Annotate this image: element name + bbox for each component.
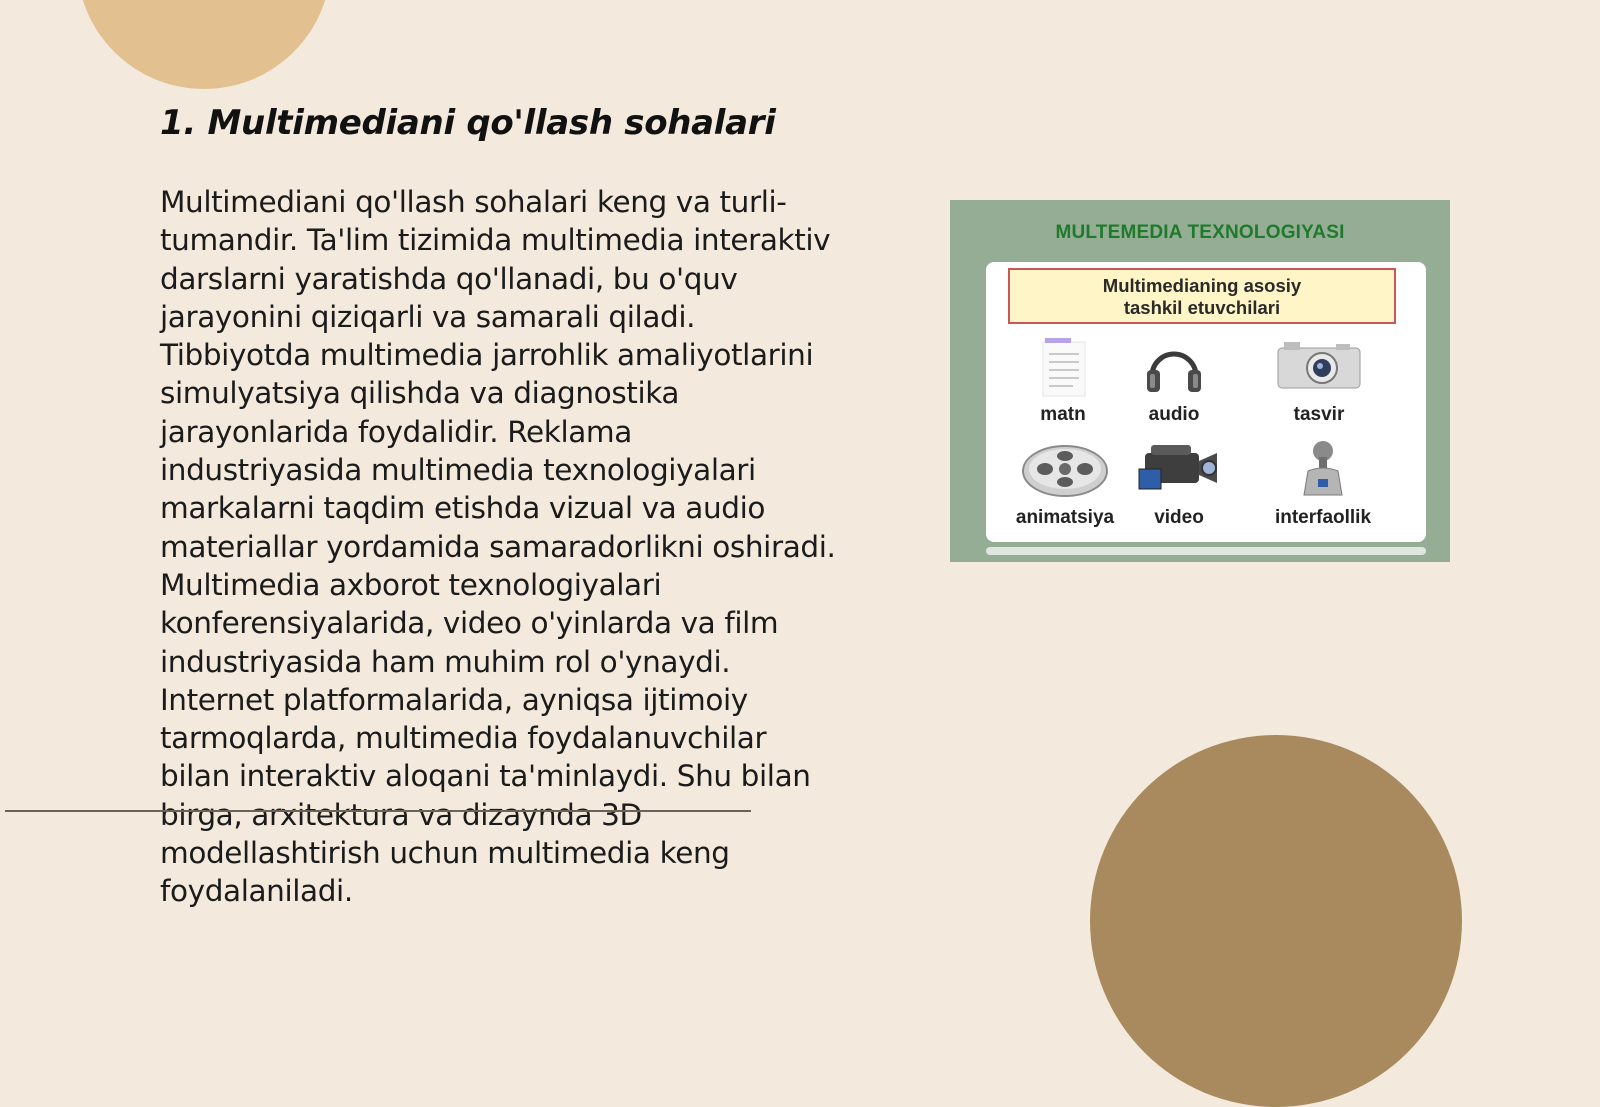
film-reel-icon — [1020, 439, 1110, 499]
figure-footer-bar — [986, 547, 1426, 555]
joystick-icon — [1298, 439, 1348, 499]
slide-body-text: Multimediani qo'llash sohalari keng va turli-tumandir. Ta'lim tizimida multimedia interaktiv darslarni yaratishda qo'llanadi, bu o'quv jarayonini qiziqarli va samarali qiladi. Tibbiyotda multimedia jarrohlik amaliyotlarini simulyatsiya qilishda va diagnostika jarayonlarida foydalidir. Reklama industriyasida multimedia texnologiyalari markalarni taqdim etishda vizual va audio materiallar yordamida samaradorlikni oshiradi. Multimedia axborot texnologiyalari konferensiyalarida, video o'yinlarda va film industriyasida ham muhim rol o'ynaydi. Internet platformalarida, ayniqsa ijtimoiy tarmoqlarda, multimedia foydalanuvchilar bilan interaktiv aloqani ta'minlaydi. Shu bilan birga, arxitektura va dizaynda 3D modellashtirish uchun multimedia keng foydalaniladi. — [160, 185, 836, 909]
component-audio — [1109, 336, 1239, 432]
component-animatsiya — [1000, 439, 1130, 535]
figure-panel — [986, 262, 1426, 542]
decorative-circle-bottom — [1090, 735, 1462, 1107]
slide-title: 1. Multimediani qo'llash sohalari — [160, 103, 776, 143]
component-label-audio: audio — [1148, 404, 1200, 425]
camera-icon — [1274, 336, 1364, 398]
component-tasvir — [1254, 336, 1384, 432]
figure-subtitle-line-2: tashkil etuvchilari — [1123, 297, 1281, 318]
component-label-interfaollik: interfaollik — [1274, 507, 1372, 528]
headphones-icon — [1142, 336, 1206, 398]
multimedia-components-figure — [950, 200, 1450, 562]
figure-title: MULTEMEDIA TEXNOLOGIYASI — [1055, 222, 1345, 243]
component-label-tasvir: tasvir — [1293, 404, 1345, 425]
decorative-circle-top — [77, 0, 331, 89]
figure-subtitle-line-1: Multimedianing asosiy — [1102, 275, 1302, 296]
figure-subtitle-box — [1008, 268, 1396, 324]
component-label-matn: matn — [1040, 404, 1086, 425]
video-camera-icon — [1137, 439, 1221, 499]
component-interfaollik — [1258, 439, 1388, 535]
horizontal-divider — [5, 810, 751, 812]
component-label-animatsiya: animatsiya — [1015, 507, 1115, 528]
component-video — [1114, 439, 1244, 535]
text-document-icon — [1033, 336, 1093, 398]
component-label-video: video — [1154, 507, 1204, 528]
